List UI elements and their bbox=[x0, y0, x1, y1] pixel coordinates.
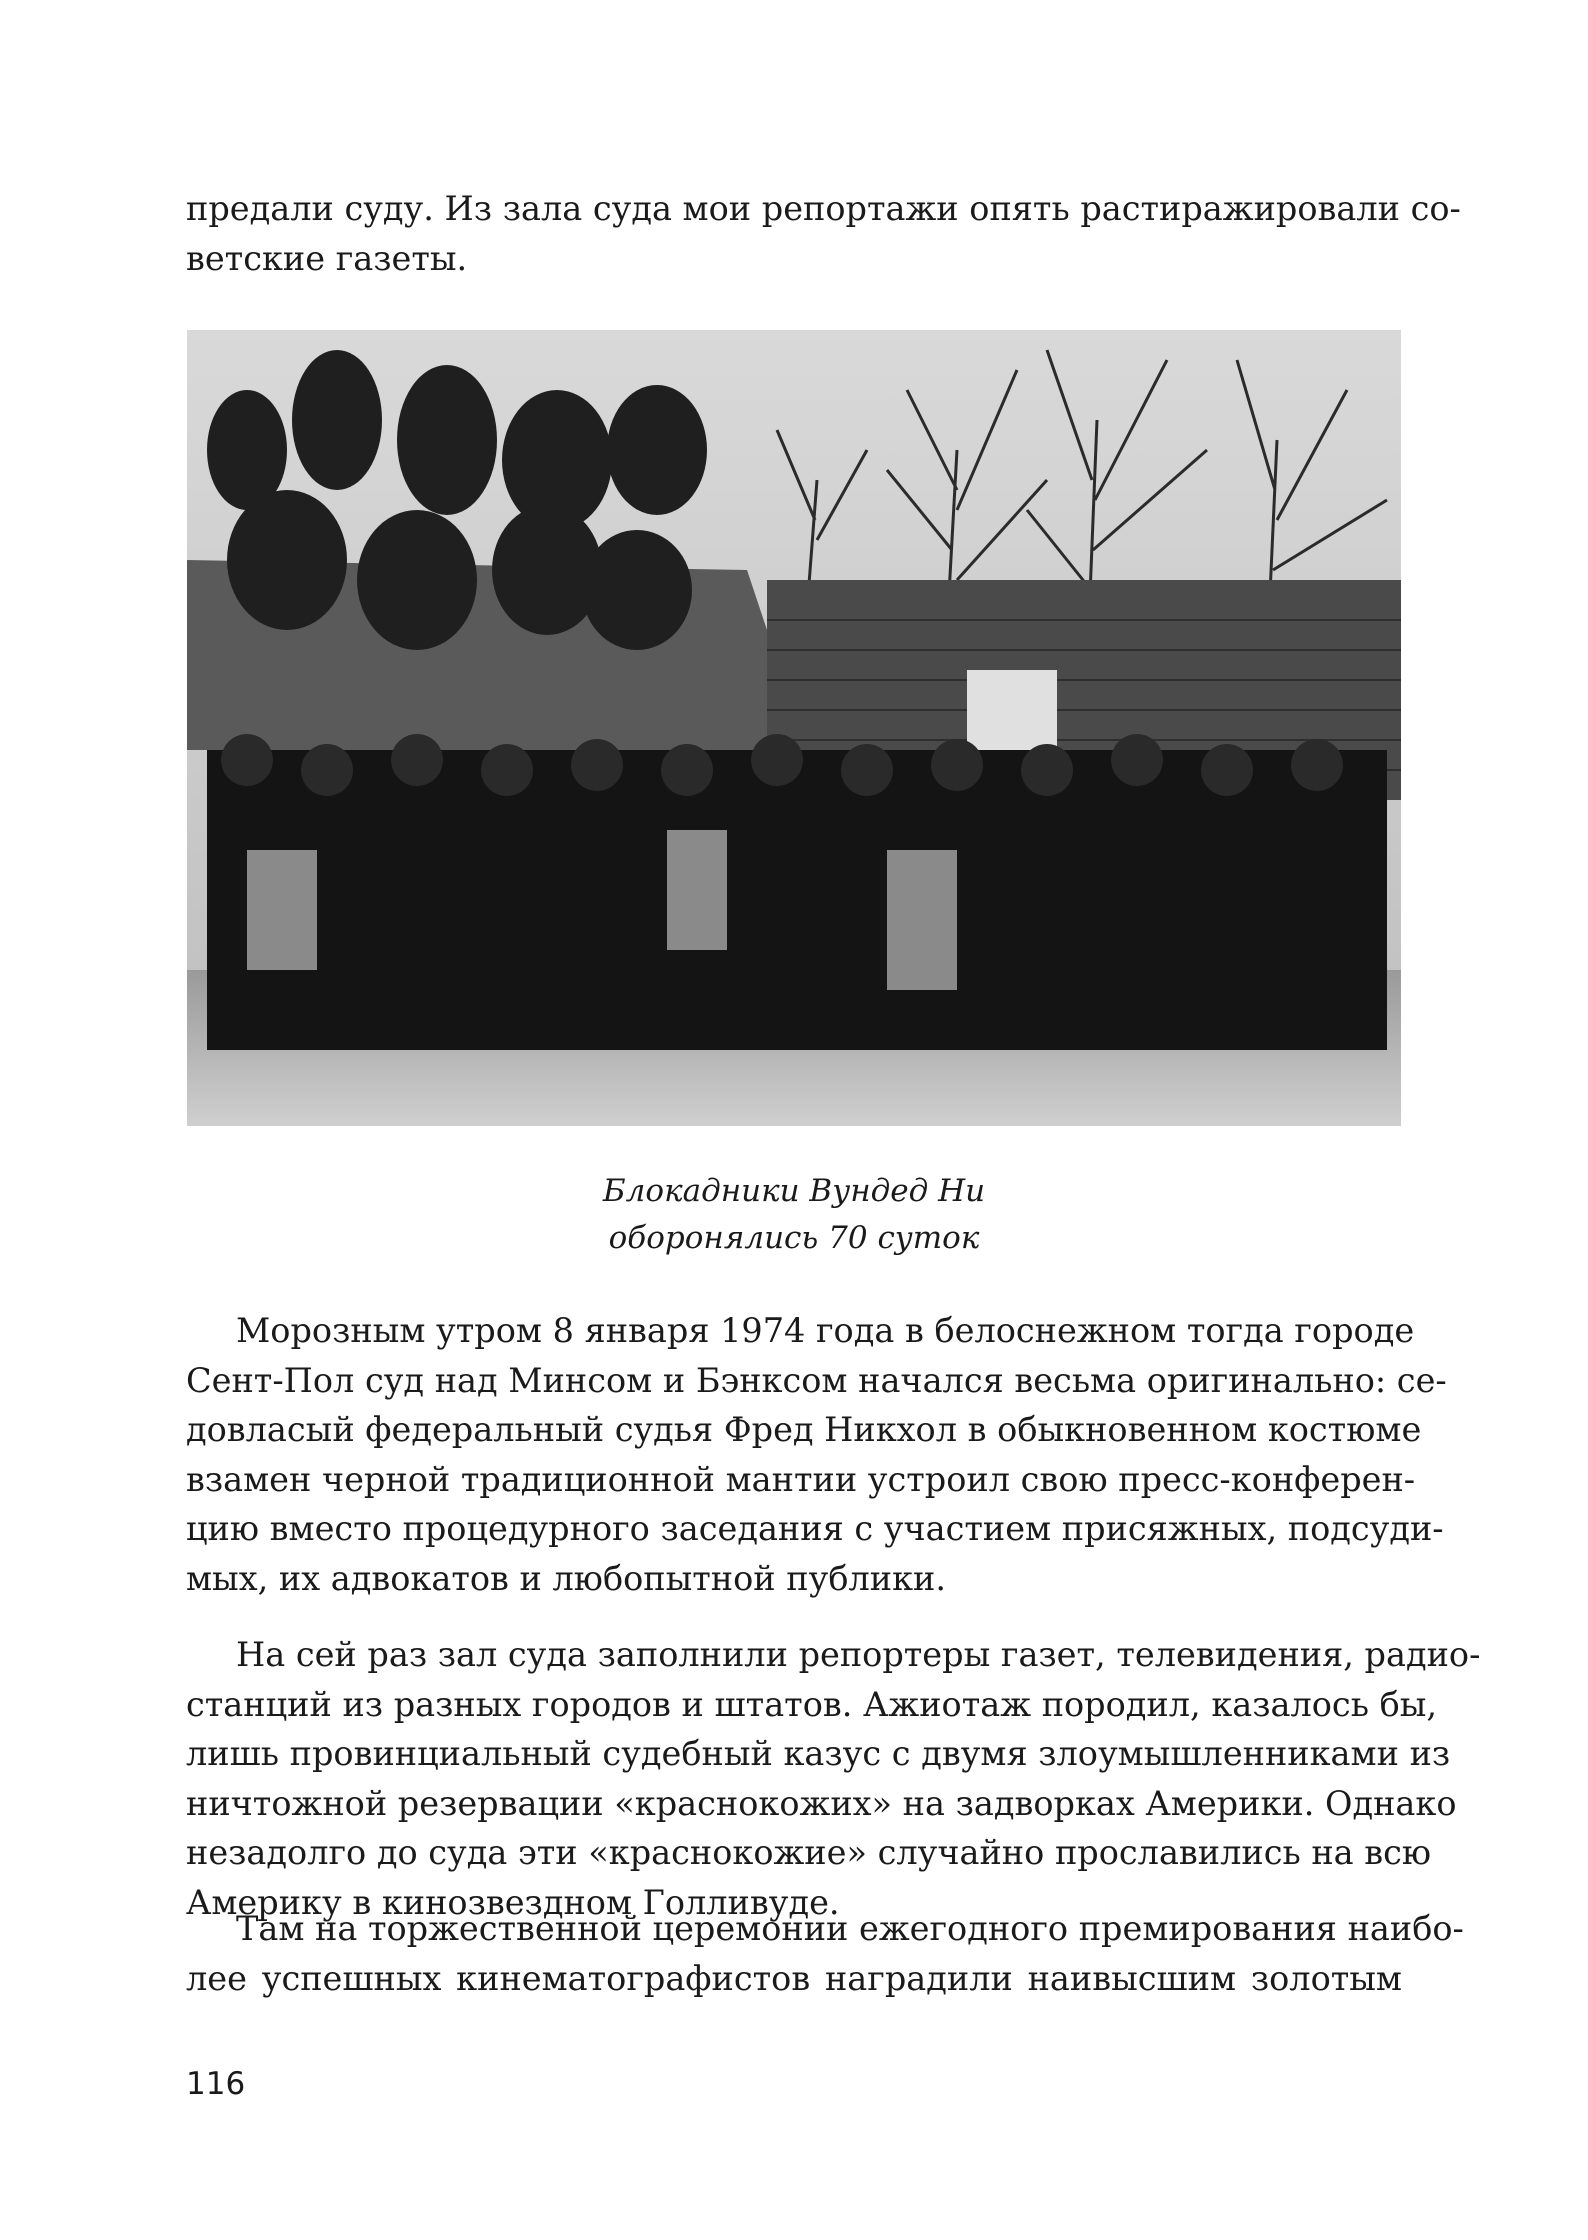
text-line: взамен черной традиционной мантии устроил свою пресс-конферен- bbox=[186, 1459, 1416, 1499]
caption-line: Блокадники Вундед Ни bbox=[602, 1173, 986, 1209]
paragraph bbox=[186, 1630, 1481, 1927]
photo-wounded-knee-blockaders bbox=[187, 330, 1401, 1126]
text-line: довласый федеральный судья Фред Никхол в обыкновенном костюме bbox=[186, 1410, 1422, 1449]
photo-illustration bbox=[187, 330, 1401, 1126]
paragraph bbox=[186, 1904, 1464, 2003]
page-number: 116 bbox=[186, 2066, 246, 2102]
text-line: станций из разных городов и штатов. Ажиотаж породил, казалось бы, bbox=[186, 1684, 1438, 1724]
text-line: лее успешных кинематографистов наградили наивысшим золотым bbox=[186, 1958, 1402, 1998]
text-line: лишь провинциальный судебный казус с двумя злоумышленниками из bbox=[186, 1734, 1451, 1773]
text-line: На сей раз зал суда заполнили репортеры газет, телевидения, радио- bbox=[236, 1635, 1481, 1674]
text-line: Морозным утром 8 января 1974 года в белоснежном тогда городе bbox=[236, 1311, 1415, 1350]
text-line: Сент-Пол суд над Минсом и Бэнксом начался весьма оригинально: се- bbox=[186, 1360, 1447, 1400]
photo-caption bbox=[186, 1168, 1402, 1262]
caption-line: оборонялись 70 суток bbox=[608, 1220, 980, 1256]
text-line: ничтожной резервации «краснокожих» на задворках Америки. Однако bbox=[186, 1783, 1457, 1823]
text-line: Там на торжественной церемонии ежегодного премирования наибо- bbox=[236, 1909, 1464, 1948]
text-line: предали суду. Из зала суда мои репортажи опять растиражировали со- bbox=[186, 189, 1461, 228]
text-line: цию вместо процедурного заседания с участием присяжных, подсуди- bbox=[186, 1509, 1444, 1548]
text-line: Америку в кинозвездном Голливуде. bbox=[186, 1882, 840, 1922]
text-line: незадолго до суда эти «краснокожие» случайно прославились на всю bbox=[186, 1833, 1432, 1872]
paragraph bbox=[186, 1306, 1447, 1603]
paragraph-top bbox=[186, 184, 1461, 283]
text-line: ветские газеты. bbox=[186, 238, 468, 278]
text-line: мых, их адвокатов и любопытной публики. bbox=[186, 1558, 947, 1598]
